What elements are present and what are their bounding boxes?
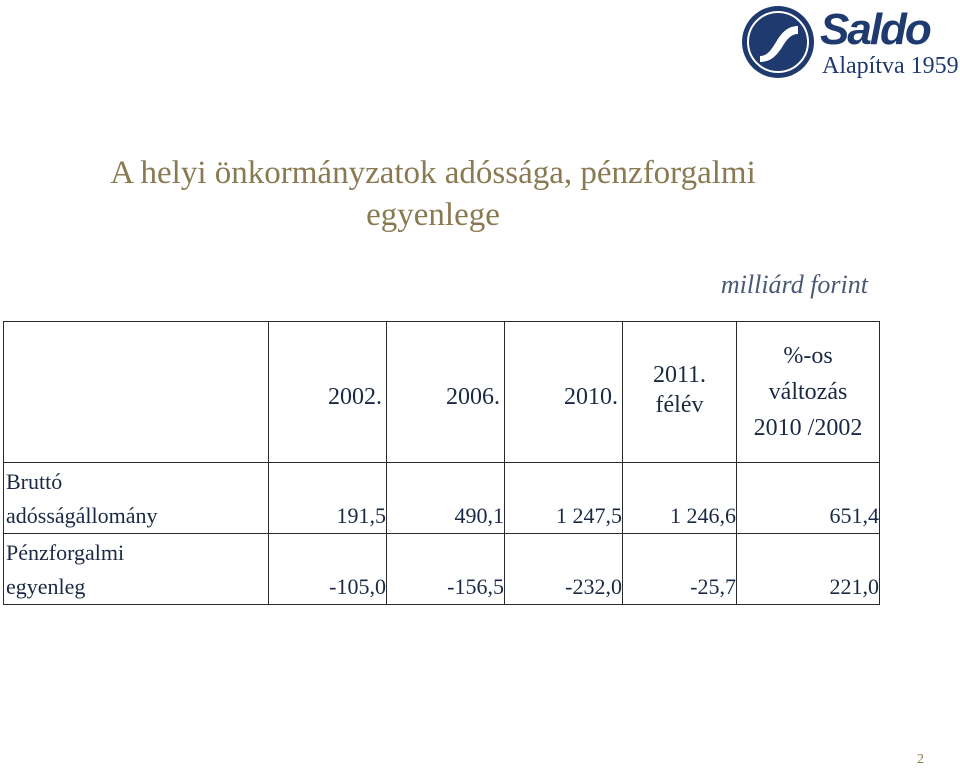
row-label	[4, 463, 269, 534]
cell-2011: 1 246,6	[623, 463, 737, 534]
header-pct-line1: %-os	[783, 343, 833, 369]
cell-2002: -105,0	[269, 534, 387, 605]
unit-label: milliárd forint	[720, 270, 868, 299]
cell-2002: 191,5	[269, 463, 387, 534]
saldo-logo	[740, 4, 959, 84]
logo-wordmark: Saldo	[820, 5, 930, 54]
cell-2011: -25,7	[623, 534, 737, 605]
header-pct-line3: 2010 /2002	[753, 415, 863, 441]
saldo-logo-icon	[740, 4, 816, 80]
page-title	[0, 152, 866, 236]
header-empty-cell	[4, 322, 269, 463]
cell-2010: 1 247,5	[505, 463, 623, 534]
row-label-line1: Bruttó	[6, 469, 63, 494]
header-2006: 2006.	[387, 322, 505, 463]
table-row	[4, 463, 880, 534]
page-number: 2	[917, 752, 924, 767]
cell-2006: -156,5	[387, 534, 505, 605]
logo-tagline: Alapítva 1959	[822, 53, 959, 79]
page-title-line1: A helyi önkormányzatok adóssága, pénzforgalmi	[110, 155, 756, 191]
table-row	[4, 534, 880, 605]
header-pct-line2: változás	[768, 379, 848, 405]
header-pct-change	[737, 322, 880, 463]
header-2011-half	[623, 322, 737, 463]
cell-pct: 651,4	[737, 463, 880, 534]
header-2010: 2010.	[505, 322, 623, 463]
header-2011-line2: félév	[655, 392, 704, 418]
cell-2006: 490,1	[387, 463, 505, 534]
table-header-row	[4, 322, 880, 463]
row-label	[4, 534, 269, 605]
header-2002: 2002.	[269, 322, 387, 463]
row-label-line2: adósságállomány	[6, 503, 158, 528]
page-title-line2: egyenlege	[366, 197, 500, 233]
cell-2010: -232,0	[505, 534, 623, 605]
data-table	[3, 321, 880, 605]
row-label-line1: Pénzforgalmi	[6, 540, 125, 565]
header-2011-line1: 2011.	[652, 362, 707, 388]
row-label-line2: egyenleg	[6, 574, 86, 599]
cell-pct: 221,0	[737, 534, 880, 605]
